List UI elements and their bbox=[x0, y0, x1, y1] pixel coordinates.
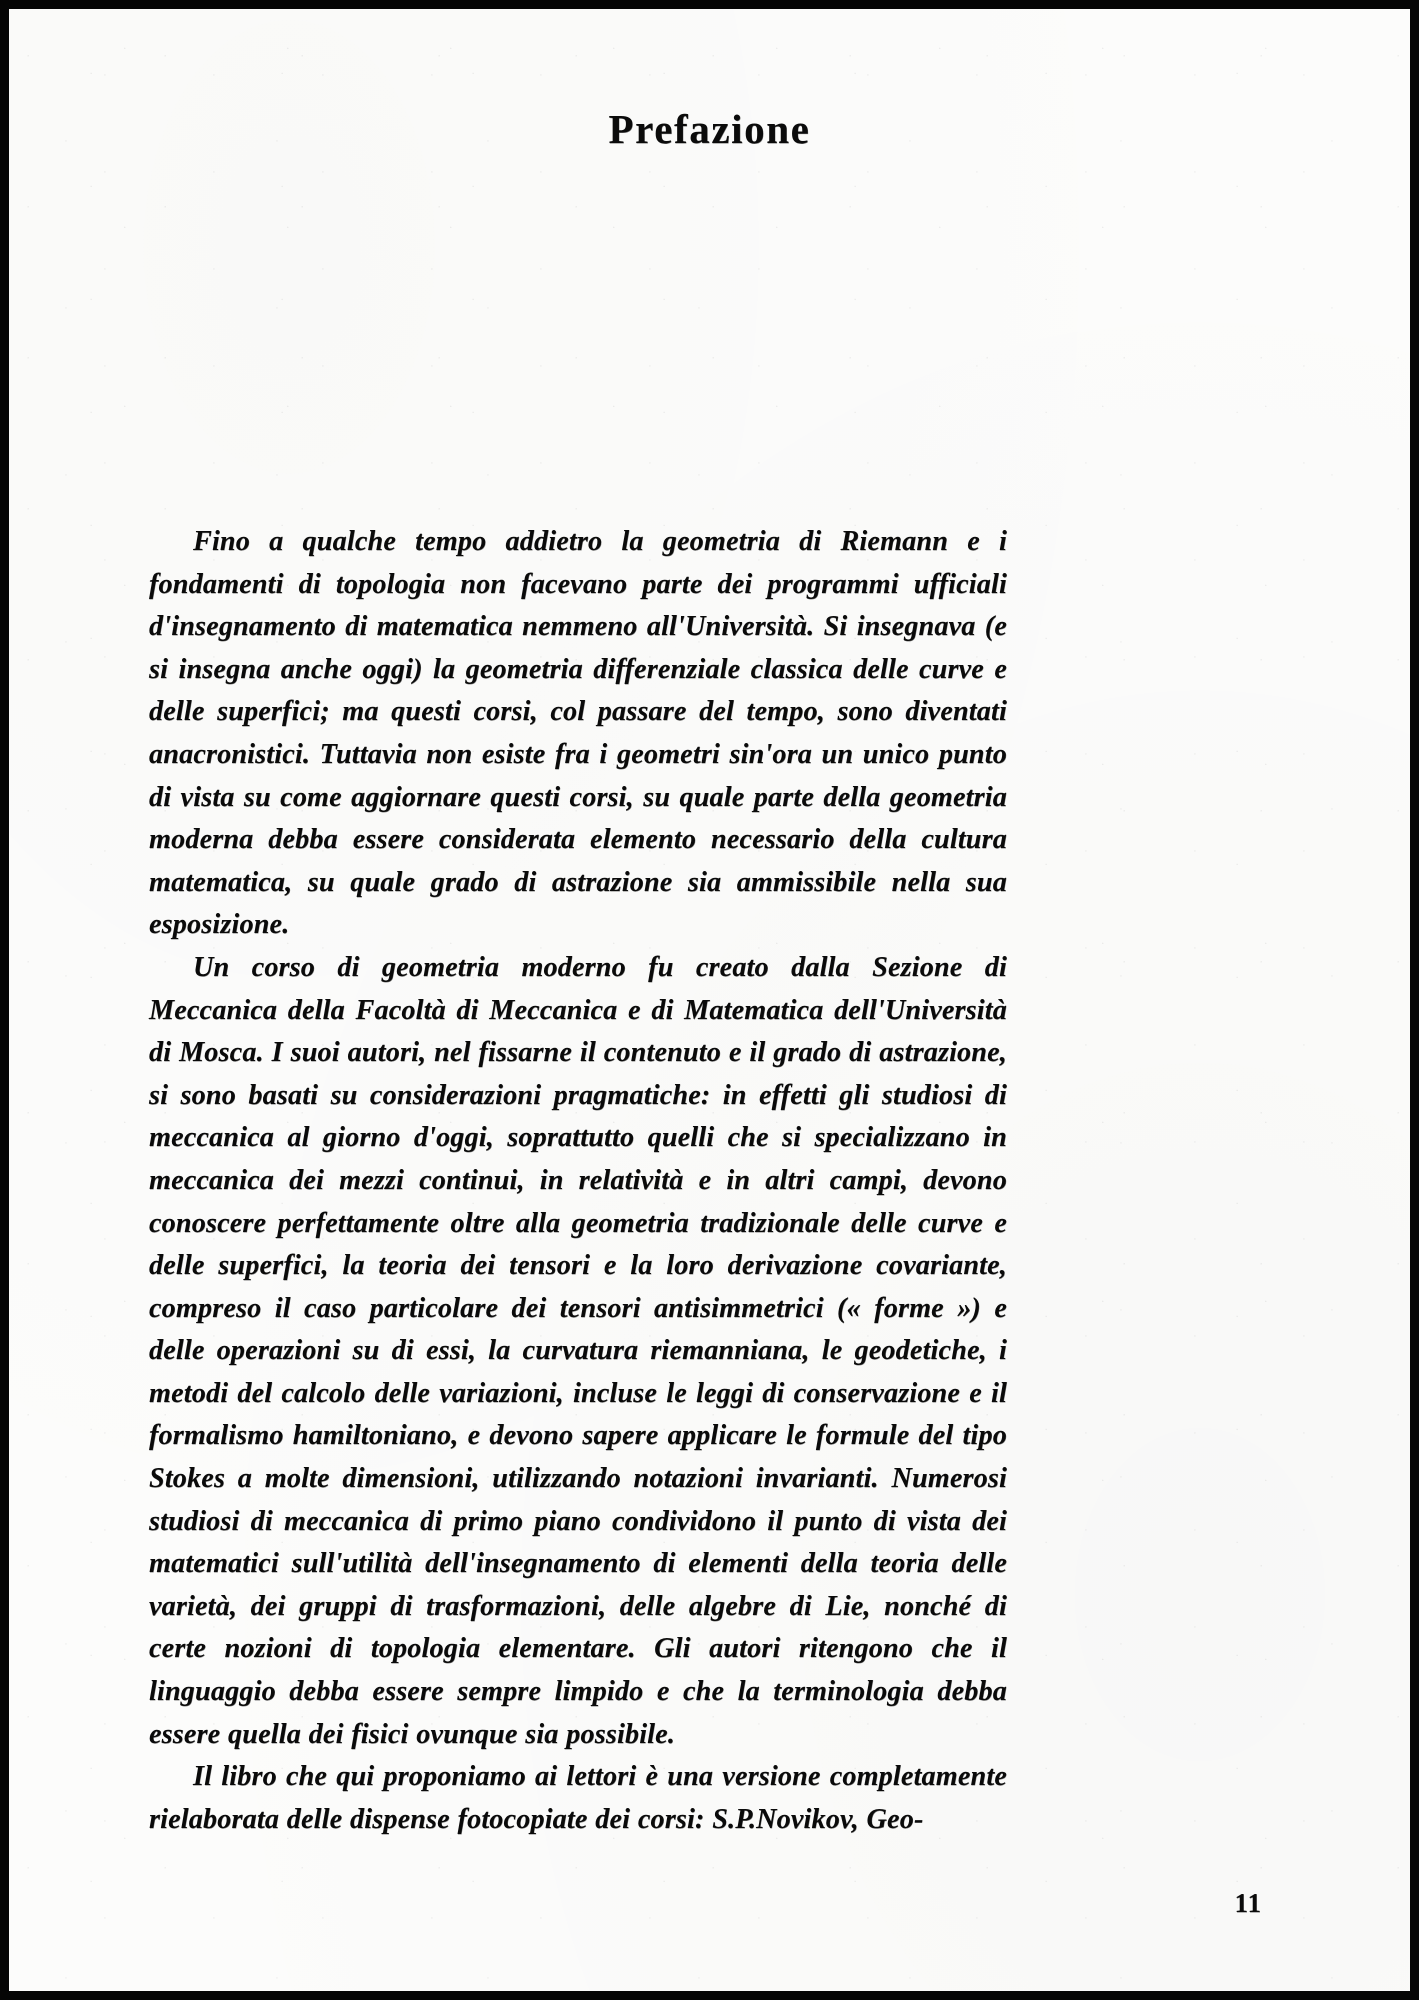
paragraph: Fino a qualche tempo addietro la geometria di Riemann e i fondamenti di topologia non facevano parte dei programmi ufficiali d'insegnamento di matematica nemmeno all'Università. Si insegnava (e si insegna anche oggi) la geometria differenziale classica delle curve e delle superfici; ma questi corsi, col passare del tempo, sono diventati anacronistici. Tuttavia non esiste fra i geometri sin'ora un unico punto di vista su come aggiornare questi corsi, su quale parte della geometria moderna debba essere considerata elemento necessario della cultura matematica, su quale grado di astrazione sia ammissibile nella sua esposizione. bbox=[149, 526, 1007, 941]
body-text-block bbox=[149, 521, 1007, 1841]
page-content bbox=[9, 9, 1410, 1991]
page-title: Prefazione bbox=[608, 106, 811, 152]
page-number: 11 bbox=[1234, 1888, 1262, 1918]
paragraph: Un corso di geometria moderno fu creato dalla Sezione di Meccanica della Facoltà di Meccanica e di Matematica dell'Università di Mosca. I suoi autori, nel fissarne il contenuto e il grado di astrazione, si sono basati su considerazioni pragmatiche: in effetti gli studiosi di meccanica al giorno d'oggi, soprattutto quelli che si specializzano in meccanica dei mezzi continui, in relatività e in altri campi, devono conoscere perfettamente oltre alla geometria tradizionale delle curve e delle superfici, la teoria dei tensori e la loro derivazione covariante, compreso il caso particolare dei tensori antisimmetrici (« forme ») e delle operazioni su di essi, la curvatura riemanniana, le geodetiche, i metodi del calcolo delle variazioni, incluse le leggi di conservazione e il formalismo hamiltoniano, e devono sapere applicare le formule del tipo Stokes a molte dimensioni, utilizzando notazioni invarianti. Numerosi studiosi di meccanica di primo piano condividono il punto di vista dei matematici sull'utilità dell'insegnamento di elementi della teoria delle varietà, dei gruppi di trasformazioni, delle algebre di Lie, nonché di certe nozioni di topologia elementare. Gli autori ritengono che il linguaggio debba essere sempre limpido e che la terminologia debba essere quella dei fisici ovunque sia possibile. bbox=[149, 951, 1007, 1750]
paragraph: Il libro che qui proponiamo ai lettori è una versione completamente rielaborata delle dispense fotocopiate dei corsi: S.P.Novikov, Geo- bbox=[149, 1761, 1007, 1835]
